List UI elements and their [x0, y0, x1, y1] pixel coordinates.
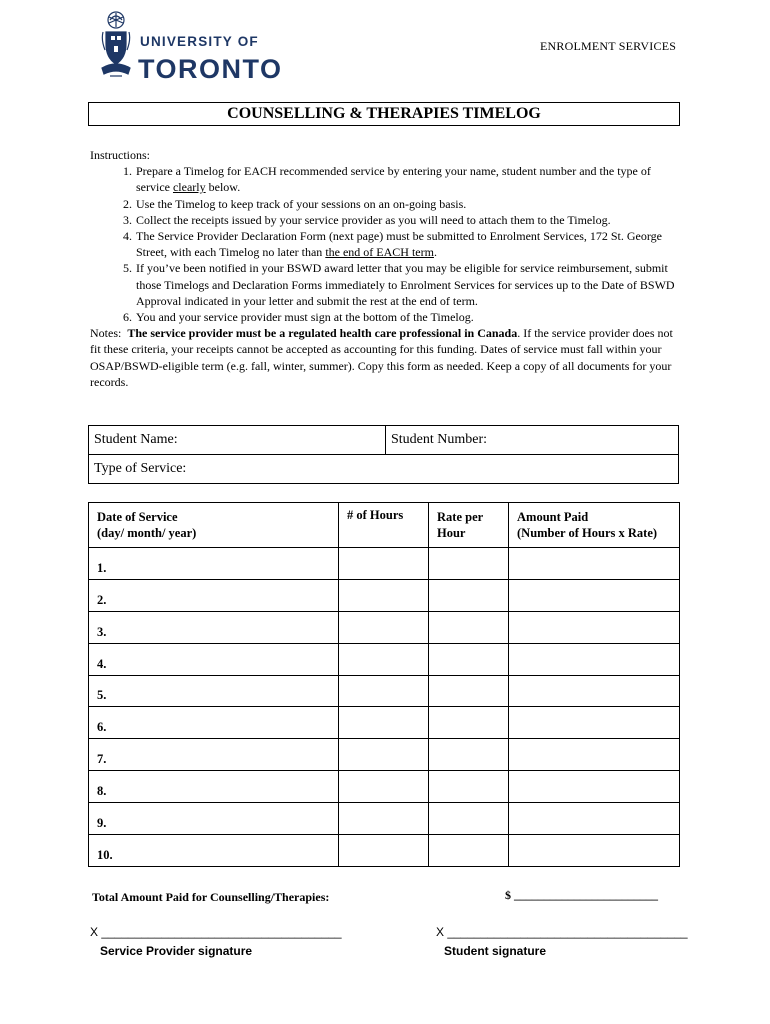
notes-emphasis: The service provider must be a regulated health care professional in Canada: [127, 326, 518, 341]
table-row: [89, 579, 680, 611]
hours-cell[interactable]: [339, 548, 429, 580]
rate-cell[interactable]: [429, 771, 509, 803]
col-amount-paid: Amount Paid (Number of Hours x Rate): [509, 503, 680, 548]
rate-cell[interactable]: [429, 803, 509, 835]
instructions-heading: Instructions:: [90, 148, 150, 162]
hours-cell[interactable]: [339, 675, 429, 707]
total-label: Total Amount Paid for Counselling/Therapies:: [92, 890, 330, 904]
timelog-table: [88, 502, 680, 867]
rate-cell[interactable]: [429, 835, 509, 867]
rate-cell[interactable]: [429, 739, 509, 771]
hours-cell[interactable]: [339, 579, 429, 611]
student-signature-label: Student signature: [444, 944, 547, 958]
rate-cell[interactable]: [429, 611, 509, 643]
rate-cell[interactable]: [429, 643, 509, 675]
university-logo: [100, 10, 310, 86]
hours-cell[interactable]: [339, 739, 429, 771]
date-cell[interactable]: 4.: [89, 643, 339, 675]
amount-cell[interactable]: [509, 739, 680, 771]
logo-wordmark-bottom: TORONTO: [138, 54, 283, 84]
amount-cell[interactable]: [509, 579, 680, 611]
provider-signature-label: Service Provider signature: [100, 944, 253, 958]
rate-cell[interactable]: [429, 675, 509, 707]
instructions-list: [90, 163, 680, 325]
date-cell[interactable]: 6.: [89, 707, 339, 739]
table-row: [89, 835, 680, 867]
service-type-field[interactable]: Type of Service:: [89, 455, 679, 484]
date-cell[interactable]: 2.: [89, 579, 339, 611]
notes-paragraph: Notes: The service provider must be a regulated health care professional in Canada. If the service provider does not fit these criteria, your receipts cannot be accepted as accounting for this funding. Dates of service must fall within your OSAP/BSWD-eligible term (e.g. fall, winter, summer). Copy this form as needed. Keep a copy of all documents for your records.: [90, 326, 673, 389]
col-date-of-service: Date of Service (day/ month/ year): [89, 503, 339, 548]
student-number-field[interactable]: Student Number:: [386, 426, 679, 455]
student-info-table: [88, 425, 679, 484]
instructions-section: [90, 147, 680, 390]
hours-cell[interactable]: [339, 707, 429, 739]
table-row: [89, 803, 680, 835]
department-label: ENROLMENT SERVICES: [540, 39, 677, 53]
rate-cell[interactable]: [429, 548, 509, 580]
amount-cell[interactable]: [509, 835, 680, 867]
amount-cell[interactable]: [509, 611, 680, 643]
table-row: [89, 739, 680, 771]
instruction-item: 1. Prepare a Timelog for EACH recommended service by entering your name, student number and the type of service clearly below.: [135, 163, 680, 195]
table-row: [89, 548, 680, 580]
amount-cell[interactable]: [509, 803, 680, 835]
col-rate: Rate per Hour: [429, 503, 509, 548]
table-row: [89, 643, 680, 675]
date-cell[interactable]: 1.: [89, 548, 339, 580]
amount-cell[interactable]: [509, 675, 680, 707]
logo-wordmark-top: UNIVERSITY OF: [140, 34, 259, 49]
crest-icon: [100, 10, 132, 86]
hours-cell[interactable]: [339, 803, 429, 835]
table-row: [89, 611, 680, 643]
hours-cell[interactable]: [339, 611, 429, 643]
rate-cell[interactable]: [429, 579, 509, 611]
instruction-item: 4. The Service Provider Declaration Form (next page) must be submitted to Enrolment Services, 172 St. George Street, with each Timelog no later than the end of EACH term.: [135, 228, 680, 260]
table-row: [89, 707, 680, 739]
timelog-body: [89, 548, 680, 867]
provider-signature-line[interactable]: X ____________________________________: [90, 925, 342, 939]
instruction-item: 5. If you’ve been notified in your BSWD award letter that you may be eligible for service reimbursement, submit those Timelogs and Declaration Forms immediately to Enrolment Services for services up to the Date of BSWD Approval indicated in your letter and submit the rest at the end of term.: [135, 260, 680, 309]
table-row: [89, 675, 680, 707]
amount-cell[interactable]: [509, 643, 680, 675]
instruction-item: 6. You and your service provider must sign at the bottom of the Timelog.: [135, 309, 680, 325]
table-row: [89, 771, 680, 803]
amount-cell[interactable]: [509, 771, 680, 803]
hours-cell[interactable]: [339, 835, 429, 867]
form-title: COUNSELLING & THERAPIES TIMELOG: [88, 102, 680, 126]
total-amount-field[interactable]: $ ________________________: [505, 888, 658, 902]
instruction-item: 2. Use the Timelog to keep track of your sessions on an on-going basis.: [135, 196, 680, 212]
date-cell[interactable]: 5.: [89, 675, 339, 707]
date-cell[interactable]: 9.: [89, 803, 339, 835]
instruction-item: 3. Collect the receipts issued by your service provider as you will need to attach them to the Timelog.: [135, 212, 680, 228]
student-name-field[interactable]: Student Name:: [89, 426, 386, 455]
date-cell[interactable]: 8.: [89, 771, 339, 803]
date-cell[interactable]: 7.: [89, 739, 339, 771]
hours-cell[interactable]: [339, 771, 429, 803]
amount-cell[interactable]: [509, 548, 680, 580]
date-cell[interactable]: 10.: [89, 835, 339, 867]
rate-cell[interactable]: [429, 707, 509, 739]
amount-cell[interactable]: [509, 707, 680, 739]
date-cell[interactable]: 3.: [89, 611, 339, 643]
student-signature-line[interactable]: X ____________________________________: [436, 925, 688, 939]
hours-cell[interactable]: [339, 643, 429, 675]
col-hours: # of Hours: [339, 503, 429, 548]
